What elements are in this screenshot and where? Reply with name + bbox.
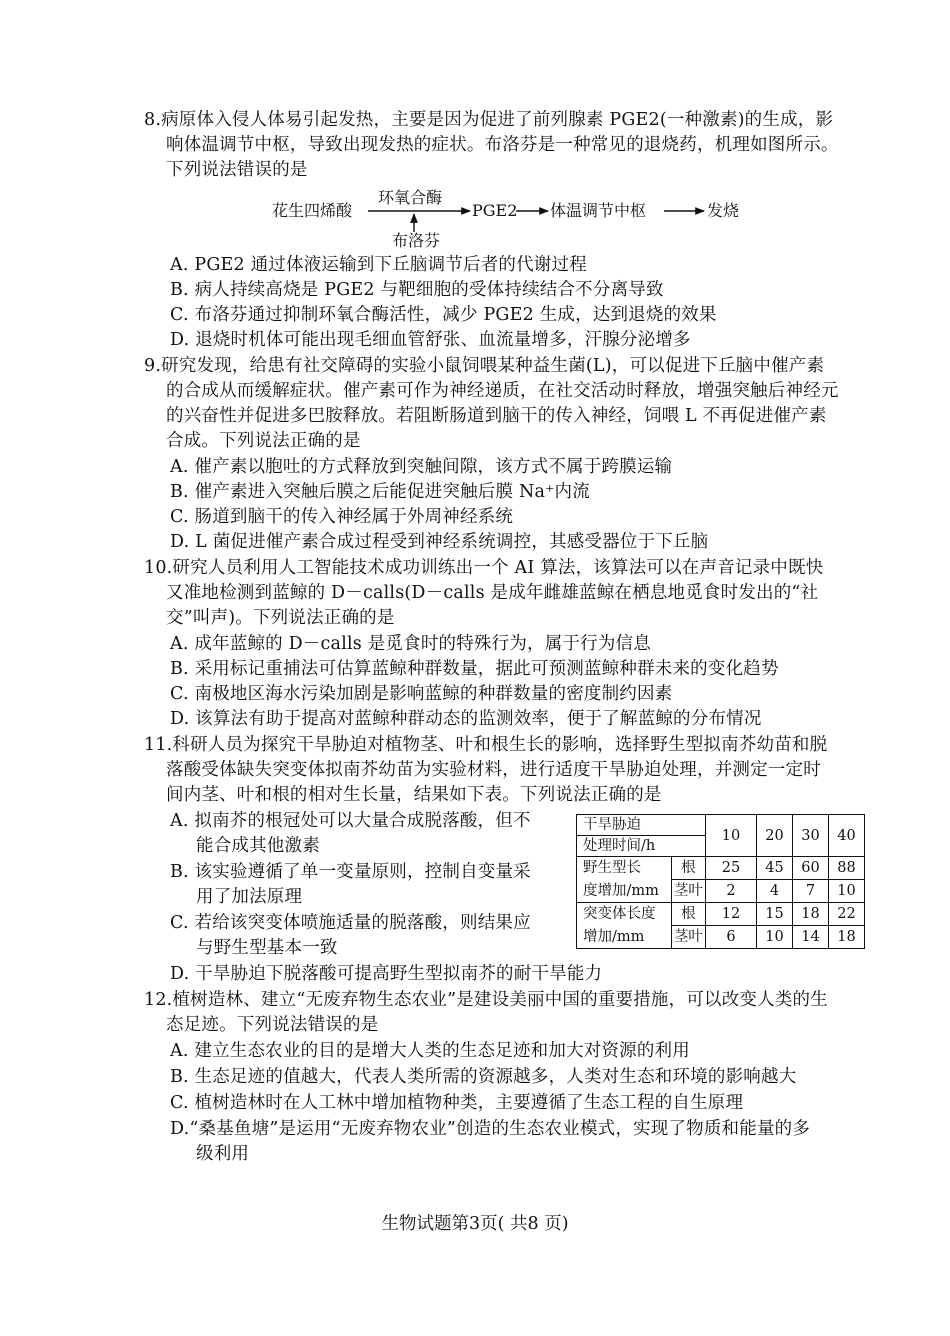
- table-cell: 60: [793, 857, 829, 880]
- q8-option-b: B. 病人持续高烧是 PGE2 与靶细胞的受体持续结合不分离导致: [170, 280, 664, 300]
- q9-stem-line-2: 的合成从而缓解症状。催产素可作为神经递质，在社交活动时释放，增强突触后神经元: [166, 381, 839, 401]
- q9-option-d: D. L 菌促进催产素合成过程受到神经系统调控，其感受器位于下丘脑: [170, 532, 709, 552]
- table-cell: 45: [757, 857, 793, 880]
- q9-stem-line-3: 的兴奋性并促进多巴胺释放。若阻断肠道到脑干的传入神经，饲喂 L 不再促进催产素: [166, 406, 827, 426]
- table-cell: 10: [829, 880, 865, 903]
- table-cell: 10: [706, 815, 757, 857]
- table-cell: 40: [829, 815, 865, 857]
- table-label-stem-leaf: 茎叶: [671, 926, 705, 949]
- q11-option-c-line-2: 与野生型基本一致: [196, 938, 338, 958]
- q11-stem-line-2: 落酸受体缺失突变体拟南芥幼苗为实验材料，进行适度干旱胁迫处理，并测定一定时: [166, 760, 821, 780]
- q10-stem-line-2: 又准地检测到蓝鲸的 D－calls(D－calls 是成年雌雄蓝鲸在栖息地觅食时发出的“社: [166, 583, 819, 603]
- q12-option-d-line-1: D.“桑基鱼塘”是运用“无废弃物农业”创造的生态农业模式，实现了物质和能量的多: [170, 1119, 811, 1139]
- table-cell: 6: [706, 926, 757, 949]
- q11-option-d: D. 干旱胁迫下脱落酸可提高野生型拟南芥的耐干旱能力: [170, 964, 603, 984]
- table-group-mutant-line-1: 突变体长度: [577, 903, 672, 926]
- q11-stem-line-3: 间内茎、叶和根的相对生长量，结果如下表。下列说法正确的是: [166, 785, 662, 805]
- q10-stem-line-3: 交”叫声)。下列说法正确的是: [166, 608, 395, 628]
- q8-option-a: A. PGE2 通过体液运输到下丘脑调节后者的代谢过程: [170, 255, 587, 275]
- q8-stem-line-1: 8.病原体入侵人体易引起发热，主要是因为促进了前列腺素 PGE2(一种激素)的生成，影: [144, 110, 834, 130]
- table-cell: 25: [706, 857, 757, 880]
- table-header-time: 处理时间/h: [577, 836, 706, 857]
- table-group-mutant-line-2: 增加/mm: [577, 926, 672, 949]
- diagram-product-label: PGE2: [472, 201, 518, 220]
- q12-option-d-line-2: 级利用: [196, 1144, 250, 1164]
- table-row: [577, 903, 865, 926]
- table-cell: 22: [829, 903, 865, 926]
- q12-option-a: A. 建立生态农业的目的是增大人类的生态足迹和加大对资源的利用: [170, 1041, 690, 1061]
- diagram-enzyme-label: 环氧合酶: [378, 188, 443, 207]
- q10-option-a: A. 成年蓝鲸的 D－calls 是觅食时的特殊行为，属于行为信息: [170, 634, 651, 654]
- table-cell: 18: [829, 926, 865, 949]
- table-cell: 88: [829, 857, 865, 880]
- table-label-stem-leaf: 茎叶: [671, 880, 705, 903]
- table-cell: 7: [793, 880, 829, 903]
- q11-option-a-line-1: A. 拟南芥的根冠处可以大量合成脱落酸，但不: [170, 811, 531, 831]
- table-row: [577, 880, 865, 903]
- table-header-drought: 干旱胁迫: [577, 815, 706, 836]
- drought-results-table: [576, 814, 865, 949]
- q12-option-c: C. 植树造林时在人工林中增加植物种类，主要遵循了生态工程的自生原理: [170, 1093, 744, 1113]
- q8-option-d: D. 退烧时机体可能出现毛细血管舒张、血流量增多，汗腺分泌增多: [170, 330, 691, 350]
- table-label-root: 根: [671, 857, 705, 880]
- diagram-inhibitor-label: 布洛芬: [392, 231, 441, 250]
- table-cell: 20: [757, 815, 793, 857]
- table-label-root: 根: [671, 903, 705, 926]
- q8-option-c: C. 布洛芬通过抑制环氧合酶活性，减少 PGE2 生成，达到退烧的效果: [170, 305, 717, 325]
- q9-stem-line-1: 9.研究发现，给患有社交障碍的实验小鼠饲喂某种益生菌(L)，可以促进下丘脑中催产素: [144, 356, 825, 376]
- q10-option-b: B. 采用标记重捕法可估算蓝鲸种群数量，据此可预测蓝鲸种群未来的变化趋势: [170, 659, 779, 679]
- table-cell: 2: [706, 880, 757, 903]
- table-group-wild-line-2: 度增加/mm: [577, 880, 672, 903]
- diagram-center-label: 体温调节中枢: [550, 201, 647, 220]
- q11-option-b-line-1: B. 该实验遵循了单一变量原则，控制自变量采: [170, 862, 531, 882]
- q8-stem-line-2: 响体温调节中枢，导致出现发热的症状。布洛芬是一种常见的退烧药，机理如图所示。: [166, 135, 839, 155]
- table-row: [577, 857, 865, 880]
- table-cell: 15: [757, 903, 793, 926]
- table-cell: 18: [793, 903, 829, 926]
- table-cell: 10: [757, 926, 793, 949]
- q10-stem-line-1: 10.研究人员利用人工智能技术成功训练出一个 AI 算法，该算法可以在声音记录中既快: [144, 558, 824, 578]
- table-cell: 14: [793, 926, 829, 949]
- q12-stem-line-2: 态足迹。下列说法错误的是: [166, 1015, 379, 1035]
- q12-option-b: B. 生态足迹的值越大，代表人类所需的资源越多，人类对生态和环境的影响越大: [170, 1067, 797, 1087]
- page-footer: 生物试题第3页( 共8 页): [381, 1214, 569, 1234]
- diagram-start-label: 花生四烯酸: [272, 201, 353, 220]
- q9-option-b: B. 催产素进入突触后膜之后能促进突触后膜 Na⁺内流: [170, 482, 590, 502]
- q10-option-c: C. 南极地区海水污染加剧是影响蓝鲸的种群数量的密度制约因素: [170, 684, 673, 704]
- q9-option-c: C. 肠道到脑干的传入神经属于外周神经系统: [170, 507, 514, 527]
- table-group-wild-line-1: 野生型长: [577, 857, 672, 880]
- q11-option-b-line-2: 用了加法原理: [196, 887, 303, 907]
- q8-stem-line-3: 下列说法错误的是: [166, 160, 308, 180]
- q9-stem-line-4: 合成。下列说法正确的是: [166, 431, 361, 451]
- table-cell: 4: [757, 880, 793, 903]
- table-row: [577, 815, 865, 836]
- diagram-result-label: 发烧: [707, 201, 740, 220]
- table-cell: 30: [793, 815, 829, 857]
- table-row: [577, 926, 865, 949]
- q11-stem-line-1: 11.科研人员为探究干旱胁迫对植物茎、叶和根生长的影响，选择野生型拟南芥幼苗和脱: [144, 735, 828, 755]
- q10-option-d: D. 该算法有助于提高对蓝鲸种群动态的监测效率，便于了解蓝鲸的分布情况: [170, 709, 762, 729]
- q11-option-a-line-2: 能合成其他激素: [196, 836, 320, 856]
- table-cell: 12: [706, 903, 757, 926]
- q12-stem-line-1: 12.植树造林、建立“无废弃物生态农业”是建设美丽中国的重要措施，可以改变人类的生: [144, 990, 828, 1010]
- q11-option-c-line-1: C. 若给该突变体喷施适量的脱落酸，则结果应: [170, 913, 531, 933]
- q9-option-a: A. 催产素以胞吐的方式释放到突触间隙，该方式不属于跨膜运输: [170, 457, 673, 477]
